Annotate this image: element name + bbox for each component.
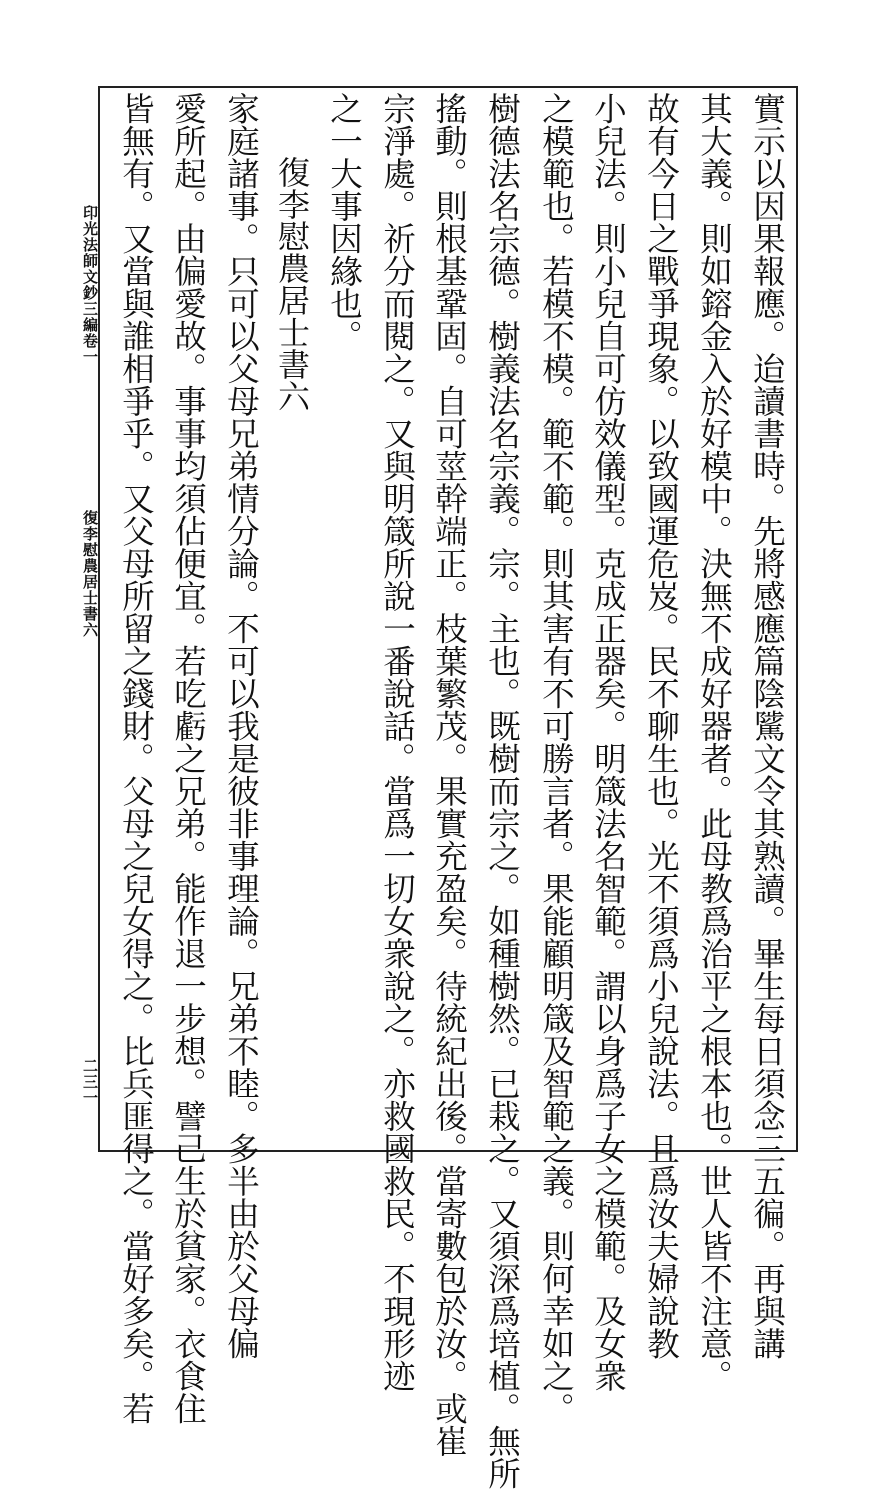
text-column-8: 宗淨處。祈分而閱之。又與明箴所說一番說話。當爲一切女衆說之。亦救國救民。不現形迹: [378, 92, 417, 1392]
page-frame-right: [796, 86, 798, 1152]
margin-page-number: 二三一: [81, 1058, 99, 1106]
text-column-7: 搖動。則根基鞏固。自可莖幹端正。枝葉繁茂。果實充盈矣。待統紀出後。當寄數包於汝。或崔: [430, 92, 469, 1457]
text-column-13: 皆無有。又當與誰相爭乎。又父母所留之錢財。父母之兒女得之。比兵匪得之。當好多矣。若: [117, 92, 156, 1425]
letter-title: 復李慰農居士書六: [273, 92, 311, 412]
text-column-12: 愛所起。由偏愛故。事事均須佔便宜。若吃虧之兄弟。能作退一步想。譬己生於貧家。衣食住: [169, 92, 208, 1425]
text-column-9: 之一大事因緣也。: [325, 92, 364, 352]
text-column-5: 之模範也。若模不模。範不範。則其害有不可勝言者。果能顧明箴及智範之義。則何幸如之。: [537, 92, 576, 1425]
margin-section-title: 復李慰農居士書六: [81, 510, 99, 638]
text-column-2: 其大義。則如鎔金入於好模中。決無不成好器者。此母教爲治平之根本也。世人皆不注意。: [695, 92, 734, 1392]
text-column-1: 實示以因果報應。迨讀書時。先將感應篇陰騭文令其熟讀。畢生每日須念三五徧。再與講: [748, 92, 787, 1360]
page-frame-top: [98, 86, 798, 88]
text-column-4: 小兒法。則小兒自可仿效儀型。克成正器矣。明箴法名智範。謂以身爲子女之模範。及女衆: [589, 92, 628, 1392]
text-column-11: 家庭諸事。只可以父母兄弟情分論。不可以我是彼非事理論。兄弟不睦。多半由於父母偏: [222, 92, 261, 1360]
margin-book-title: 印光法師文鈔三編卷一: [81, 205, 99, 365]
text-column-3: 故有今日之戰爭現象。以致國運危岌。民不聊生也。光不須爲小兒說法。且爲汝夫婦說教: [642, 92, 681, 1360]
text-column-6: 樹德法名宗德。樹義法名宗義。宗。主也。既樹而宗之。如種樹然。已栽之。又須深爲培植。無所: [483, 92, 522, 1490]
